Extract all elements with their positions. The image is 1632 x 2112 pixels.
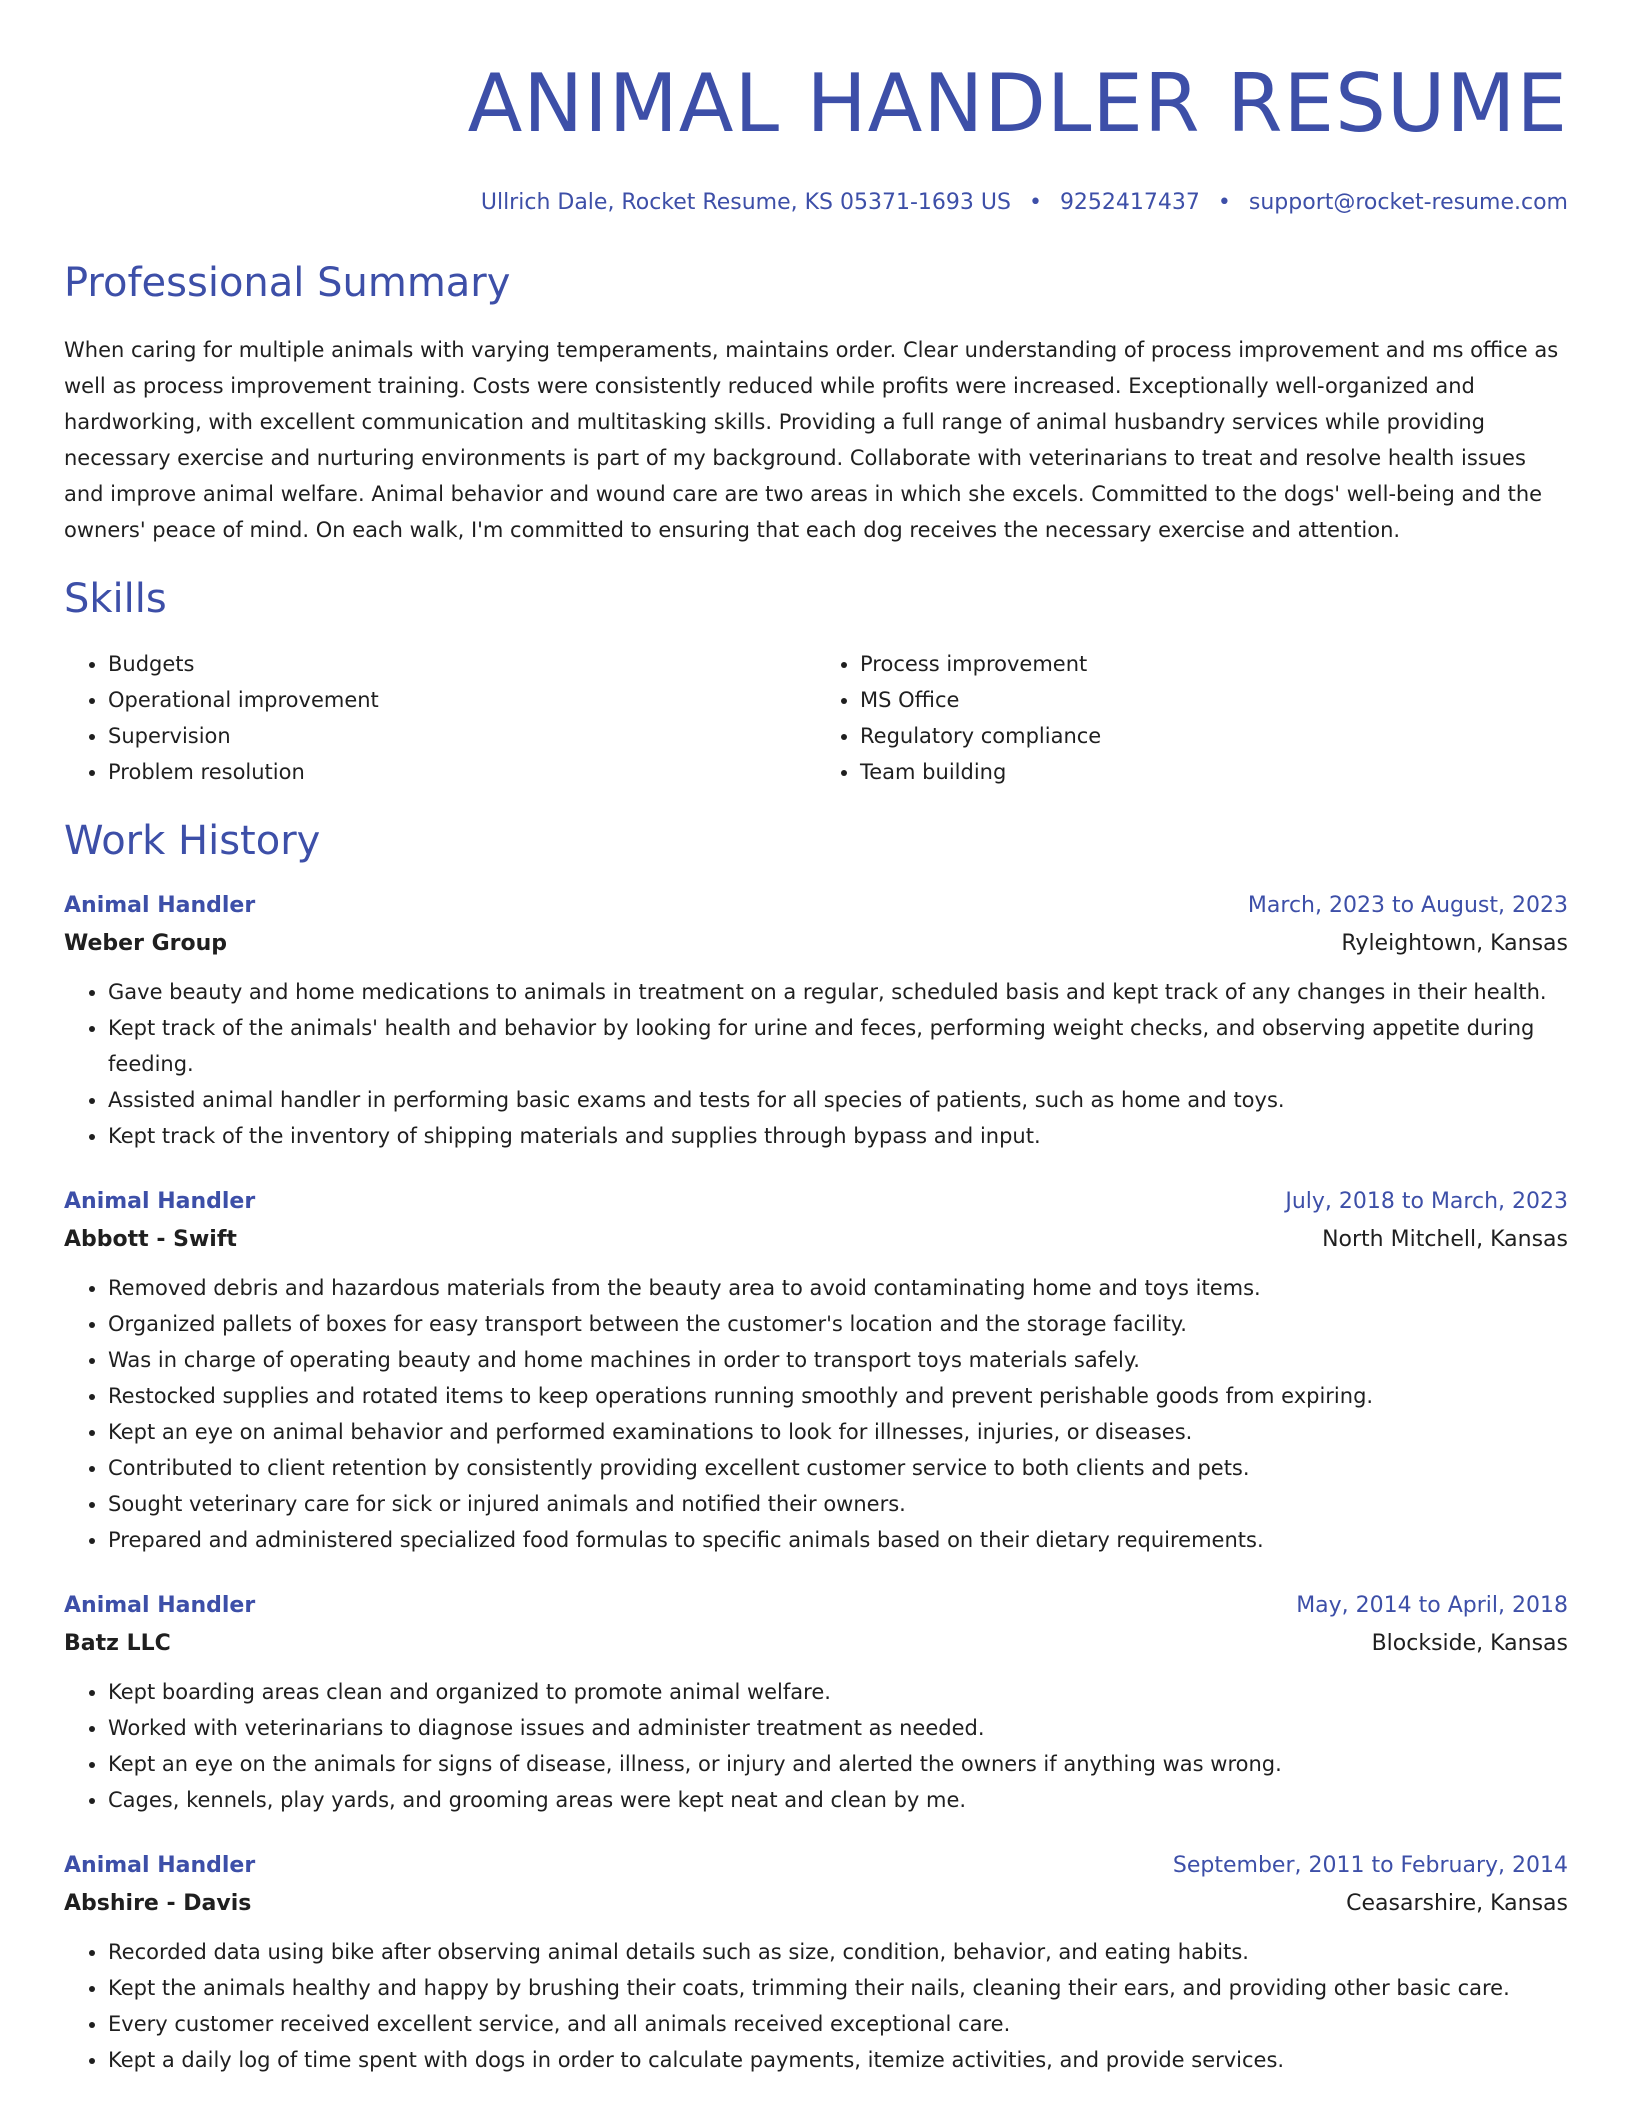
job-bullet: • Kept boarding areas clean and organized to promote animal welfare. — [108, 1674, 1568, 1710]
contact-phone: 9252417437 — [1059, 190, 1200, 215]
skill-item: • Team building — [860, 754, 1568, 790]
job-bullet: • Kept a daily log of time spent with dogs in order to calculate payments, itemize activities, and provide services. — [108, 2042, 1568, 2078]
job-bullet: • Removed debris and hazardous materials from the beauty area to avoid contaminating home and toys items. — [108, 1270, 1568, 1306]
section-heading-work-history: Work History — [64, 818, 321, 864]
summary-text: When caring for multiple animals with varying temperaments, maintains order. Clear understanding of process improvement and ms office as well as process improvement training. Costs were consistently reduced while profits were increased. Exceptionally well-organized and hardworking, with excellent communication and multitasking skills. Providing a full range of animal husbandry services while providing necessary exercise and nurturing environments is part of my background. Collaborate with veterinarians to treat and resolve health issues and improve animal welfare. Animal behavior and wound care are two areas in which she excels. Committed to the dogs' well-being and the owners' peace of mind. On each walk, I'm committed to ensuring that each dog receives the necessary exercise and attention. — [64, 338, 1559, 542]
job-dates: July, 2018 to March, 2023 — [1285, 1189, 1568, 1214]
contact-separator: • — [1028, 190, 1042, 215]
job-dates: March, 2023 to August, 2023 — [1247, 893, 1568, 918]
skill-item: • Operational improvement — [108, 682, 816, 718]
skills-list — [64, 646, 1568, 790]
job-company: Abshire - Davis — [64, 1891, 252, 1916]
job-bullet: • Contributed to client retention by consistently providing excellent customer service to both clients and pets. — [108, 1450, 1568, 1486]
skill-item: • Problem resolution — [108, 754, 816, 790]
job-bullet: • Was in charge of operating beauty and home machines in order to transport toys materials safely. — [108, 1342, 1568, 1378]
job-bullet: • Every customer received excellent service, and all animals received exceptional care. — [108, 2006, 1568, 2042]
skill-item: • MS Office — [860, 682, 1568, 718]
skill-item: • Budgets — [108, 646, 816, 682]
job-dates: September, 2011 to February, 2014 — [1172, 1853, 1568, 1878]
skill-item: • Process improvement — [860, 646, 1568, 682]
job-bullet: • Recorded data using bike after observing animal details such as size, condition, behavior, and eating habits. — [108, 1934, 1568, 1970]
work-history-list — [64, 888, 1568, 2078]
job-bullet: • Restocked supplies and rotated items to keep operations running smoothly and prevent perishable goods from expiring. — [108, 1378, 1568, 1414]
job-bullet: • Gave beauty and home medications to animals in treatment on a regular, scheduled basis and kept track of any changes in their health. — [108, 974, 1568, 1010]
job-bullets — [64, 974, 1568, 1154]
job-bullet: • Kept track of the inventory of shipping materials and supplies through bypass and input. — [108, 1118, 1568, 1154]
contact-separator: • — [1217, 190, 1231, 215]
job-bullets — [64, 1934, 1568, 2078]
job-title: Animal Handler — [64, 893, 256, 918]
job-bullet: • Kept an eye on the animals for signs of disease, illness, or injury and alerted the owners if anything was wrong. — [108, 1746, 1568, 1782]
job-dates: May, 2014 to April, 2018 — [1296, 1593, 1568, 1618]
job-title: Animal Handler — [64, 1593, 256, 1618]
job-bullet: • Prepared and administered specialized food formulas to specific animals based on their dietary requirements. — [108, 1522, 1568, 1558]
job-entry — [64, 1588, 1568, 1818]
job-entry — [64, 1184, 1568, 1558]
job-location: North Mitchell, Kansas — [1322, 1227, 1568, 1252]
job-location: Ryleightown, Kansas — [1341, 931, 1568, 956]
skills-column-right — [816, 646, 1568, 790]
job-company: Batz LLC — [64, 1631, 171, 1656]
job-company: Abbott - Swift — [64, 1227, 237, 1252]
job-bullets — [64, 1270, 1568, 1558]
job-bullet: • Organized pallets of boxes for easy transport between the customer's location and the storage facility. — [108, 1306, 1568, 1342]
job-title: Animal Handler — [64, 1189, 256, 1214]
section-heading-summary: Professional Summary — [64, 260, 511, 306]
contact-email: support@rocket-resume.com — [1248, 190, 1568, 215]
job-bullet: • Kept an eye on animal behavior and performed examinations to look for illnesses, injuries, or diseases. — [108, 1414, 1568, 1450]
job-location: Ceasarshire, Kansas — [1346, 1891, 1568, 1916]
skills-column-left — [64, 646, 816, 790]
job-title: Animal Handler — [64, 1853, 256, 1878]
job-bullet: • Kept track of the animals' health and behavior by looking for urine and feces, performing weight checks, and observing appetite during feeding. — [108, 1010, 1568, 1082]
job-bullets — [64, 1674, 1568, 1818]
section-heading-skills: Skills — [64, 576, 167, 622]
job-entry — [64, 888, 1568, 1154]
job-bullet: • Assisted animal handler in performing basic exams and tests for all species of patients, such as home and toys. — [108, 1082, 1568, 1118]
contact-line — [64, 188, 1568, 218]
job-bullet: • Sought veterinary care for sick or injured animals and notified their owners. — [108, 1486, 1568, 1522]
resume-title: ANIMAL HANDLER RESUME — [467, 57, 1568, 150]
job-bullet: • Worked with veterinarians to diagnose issues and administer treatment as needed. — [108, 1710, 1568, 1746]
job-company: Weber Group — [64, 931, 228, 956]
skill-item: • Regulatory compliance — [860, 718, 1568, 754]
job-bullet: • Kept the animals healthy and happy by brushing their coats, trimming their nails, cleaning their ears, and providing other basic care. — [108, 1970, 1568, 2006]
job-entry — [64, 1848, 1568, 2078]
job-location: Blockside, Kansas — [1371, 1631, 1568, 1656]
contact-address: Ullrich Dale, Rocket Resume, KS 05371-1693 US — [480, 190, 1011, 215]
skill-item: • Supervision — [108, 718, 816, 754]
job-bullet: • Cages, kennels, play yards, and grooming areas were kept neat and clean by me. — [108, 1782, 1568, 1818]
